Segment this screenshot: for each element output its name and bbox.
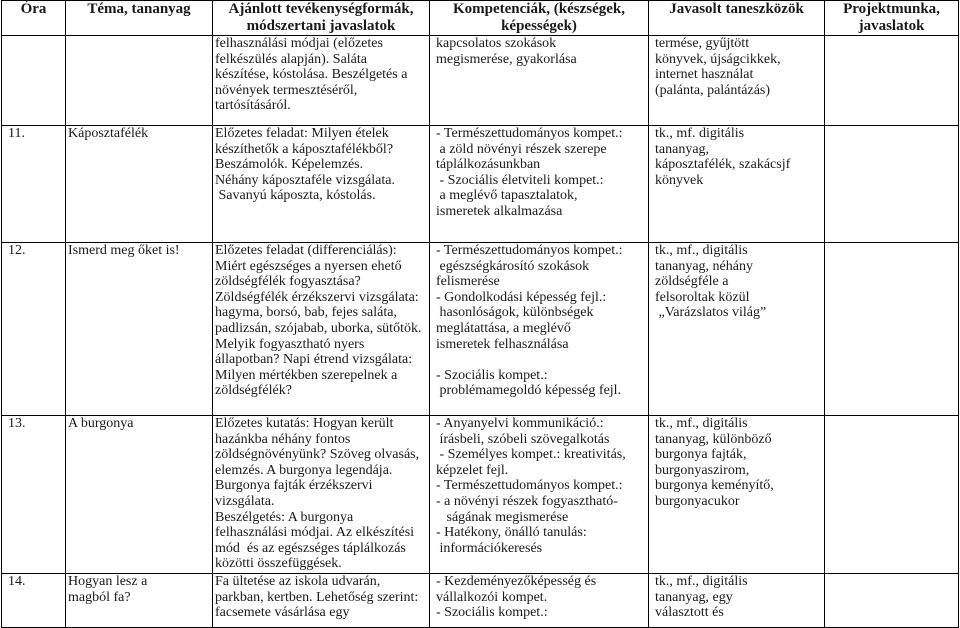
cell-ora (2, 574, 66, 628)
cell-line: internet használat (655, 67, 754, 83)
cell-line: választott és (655, 605, 724, 621)
cell-tevekenyseg (213, 126, 430, 243)
cell-line: elemzés. A burgonya legendája. (215, 462, 393, 478)
table-row (2, 36, 959, 126)
cell-line: Beszámolók. Képelemzés. (215, 157, 364, 173)
cell-ora (2, 243, 66, 416)
cell-line: vállalkozói kompet. (436, 589, 548, 605)
cell-kompetencia (430, 574, 649, 628)
cell-line: tananyag, néhány (655, 258, 753, 274)
cell-tevekenyseg (213, 243, 430, 416)
cell-line: Előzetes kutatás: Hogyan került (215, 416, 394, 431)
cell-tema (66, 243, 213, 416)
cell-line: kapcsolatos szokások (436, 36, 557, 51)
cell-projekt (825, 574, 959, 628)
cell-line: vizsgálata. (215, 493, 275, 509)
cell-line: táplálkozásunkban (436, 157, 541, 173)
cell-line: képzelet fejl. (436, 462, 509, 478)
cell-line: problémamegoldó képesség fejl. (436, 383, 622, 399)
cell-ora (2, 416, 66, 574)
cell-line: - Természettudományos kompet.: (436, 243, 623, 258)
cell-line: Melyik fogyasztható nyers (215, 336, 365, 352)
cell-ora (2, 126, 66, 243)
cell-line: tk., mf., digitális (655, 243, 748, 258)
cell-line: Hogyan lesz a (68, 574, 148, 589)
cell-line: zöldségnövényünk? Szöveg olvasás, (215, 447, 420, 463)
cell-line: mód és az egészséges táplálkozás (215, 540, 406, 556)
cell-line: „Varázslatos világ” (655, 305, 767, 321)
cell-line: zöldségfélék? (215, 383, 292, 399)
cell-line: hazánkba néhány fontos (215, 431, 351, 447)
cell-line: Beszélgetés: A burgonya (215, 509, 354, 525)
cell-line: facsemete vásárlása egy (215, 605, 350, 621)
cell-line: - Szociális kompet.: (436, 605, 548, 621)
cell-line: ságának megismerése (436, 509, 569, 525)
cell-line: 13. (8, 416, 26, 431)
cell-tevekenyseg (213, 574, 430, 628)
cell-line: 14. (8, 574, 26, 589)
cell-line: tananyag, különböző (655, 431, 772, 447)
cell-line: Burgonya fajták érzékszervi (215, 478, 373, 494)
cell-line: ismeretek felhasználása (436, 336, 569, 352)
cell-tema (66, 574, 213, 628)
cell-line (436, 352, 648, 368)
header-row (2, 1, 959, 36)
cell-line: tartósításáról. (215, 98, 291, 114)
cell-line: - Hatékony, önálló tanulás: (436, 525, 587, 541)
cell-line: Előzetes feladat (differenciálás): (215, 243, 397, 258)
cell-line: felhasználási módjai (előzetes (215, 36, 383, 51)
cell-line: Néhány káposztaféle vizsgálata. (215, 172, 395, 188)
cell-line: padlizsán, szójabab, uborka, sütőtök. (215, 320, 422, 336)
cell-tevekenyseg (213, 36, 430, 126)
cell-tema (66, 36, 213, 126)
cell-ora (2, 36, 66, 126)
cell-line: - a növényi részek fogyasztható- (436, 493, 618, 509)
cell-tevekenyseg (213, 416, 430, 574)
cell-line: információkeresés (436, 540, 543, 556)
cell-line: ismeretek alkalmazása (436, 203, 563, 219)
cell-line: magból fa? (68, 589, 131, 605)
cell-line: zöldségféle a (655, 274, 729, 290)
cell-line: a meglévő tapasztalatok, (436, 188, 578, 204)
cell-line: Fa ültetése az iskola udvarán, (215, 574, 381, 589)
cell-eszkozok (649, 243, 825, 416)
cell-line: (palánta, palántázás) (655, 82, 771, 98)
cell-line: A burgonya (68, 416, 134, 431)
cell-line: parkban, kertben. Lehetőség szerint: (215, 589, 419, 605)
cell-line: - Személyes kompet.: kreativitás, (436, 447, 626, 463)
cell-line: 12. (8, 243, 26, 258)
cell-line: könyvek, újságcikkek, (655, 51, 781, 67)
cell-line: - Szociális életviteli kompet.: (436, 172, 604, 188)
cell-kompetencia (430, 126, 649, 243)
cell-eszkozok (649, 126, 825, 243)
cell-tema (66, 126, 213, 243)
cell-eszkozok (649, 36, 825, 126)
cell-line: készítése, kóstolása. Beszélgetés a (215, 67, 408, 83)
header-projekt: Projektmunka, javaslatok (825, 1, 959, 36)
cell-projekt (825, 126, 959, 243)
header-kompetencia: Kompetenciák, (készségek, képességek) (430, 1, 649, 36)
cell-line: burgonya keményítő, (655, 478, 774, 494)
cell-line: felhasználási módjai. Az elkészítési (215, 525, 415, 541)
table-row (2, 416, 959, 574)
cell-line: Savanyú káposzta, kóstolás. (215, 188, 376, 204)
cell-line: burgonyaszirom, (655, 462, 750, 478)
table-row (2, 126, 959, 243)
header-ora: Óra (2, 1, 66, 36)
cell-line: felismerése (436, 274, 500, 290)
cell-projekt (825, 243, 959, 416)
cell-line: Káposztafélék (68, 126, 149, 141)
cell-line: növények termesztéséről, (215, 82, 358, 98)
table-row (2, 243, 959, 416)
cell-projekt (825, 36, 959, 126)
cell-line: - Kezdeményezőképesség és (436, 574, 597, 589)
cell-line: hagyma, borsó, bab, fejes saláta, (215, 305, 397, 321)
cell-line: Zöldségfélék érzékszervi vizsgálata: (215, 289, 419, 305)
cell-line: készíthetők a káposztafélékből? (215, 141, 394, 157)
cell-line: - Anyanyelvi kommunikáció.: (436, 416, 604, 431)
cell-line: burgonya fajták, (655, 447, 747, 463)
cell-line: burgonyacukor (655, 493, 740, 509)
cell-kompetencia (430, 36, 649, 126)
cell-line: tk., mf. digitális (655, 126, 745, 141)
cell-line: közötti összefüggések. (215, 556, 342, 572)
cell-line: egészségkárosító szokások (436, 258, 590, 274)
cell-line: megismerése, gyakorlása (436, 51, 577, 67)
cell-kompetencia (430, 416, 649, 574)
header-tema: Téma, tananyag (66, 1, 213, 36)
cell-kompetencia (430, 243, 649, 416)
cell-line: - Szociális kompet.: (436, 367, 548, 383)
cell-line: tk., mf., digitális (655, 416, 748, 431)
cell-line: tk., mf., digitális (655, 574, 748, 589)
cell-line: írásbeli, szóbeli szövegalkotás (436, 431, 610, 447)
cell-line: tananyag, egy (655, 589, 733, 605)
curriculum-table (1, 0, 959, 628)
cell-line: felsoroltak közül (655, 289, 750, 305)
cell-line: a zöld növényi részek szerepe (436, 141, 607, 157)
cell-line: termése, gyűjtött (655, 36, 750, 51)
cell-line: 11. (8, 126, 25, 141)
cell-line: állapotban? Napi étrend vizsgálata: (215, 352, 413, 368)
cell-tema (66, 416, 213, 574)
cell-line: felkészülés alapján). Saláta (215, 51, 367, 67)
cell-line: tananyag, (655, 141, 710, 157)
cell-line: Miért egészséges a nyersen ehető (215, 258, 402, 274)
cell-projekt (825, 416, 959, 574)
cell-eszkozok (649, 416, 825, 574)
header-tevekenyseg: Ajánlott tevékenységformák, módszertani javaslatok (213, 1, 430, 36)
cell-line: Előzetes feladat: Milyen ételek (215, 126, 389, 141)
header-eszkozok: Javasolt taneszközök (649, 1, 825, 36)
cell-line: Ismerd meg őket is! (68, 243, 180, 258)
cell-eszkozok (649, 574, 825, 628)
cell-line: meglátattása, a meglévő (436, 320, 571, 336)
cell-line: zöldségfélék fogyasztása? (215, 274, 361, 290)
cell-line: - Gondolkodási képesség fejl.: (436, 289, 607, 305)
cell-line: káposztafélék, szakácsjf (655, 157, 791, 173)
cell-line: hasonlóságok, különbségek (436, 305, 594, 321)
cell-line: könyvek (655, 172, 704, 188)
cell-line: - Természettudományos kompet.: (436, 126, 623, 141)
table-row (2, 574, 959, 628)
cell-line: Milyen mértékben szerepelnek a (215, 367, 398, 383)
cell-line: - Természettudományos kompet.: (436, 478, 623, 494)
